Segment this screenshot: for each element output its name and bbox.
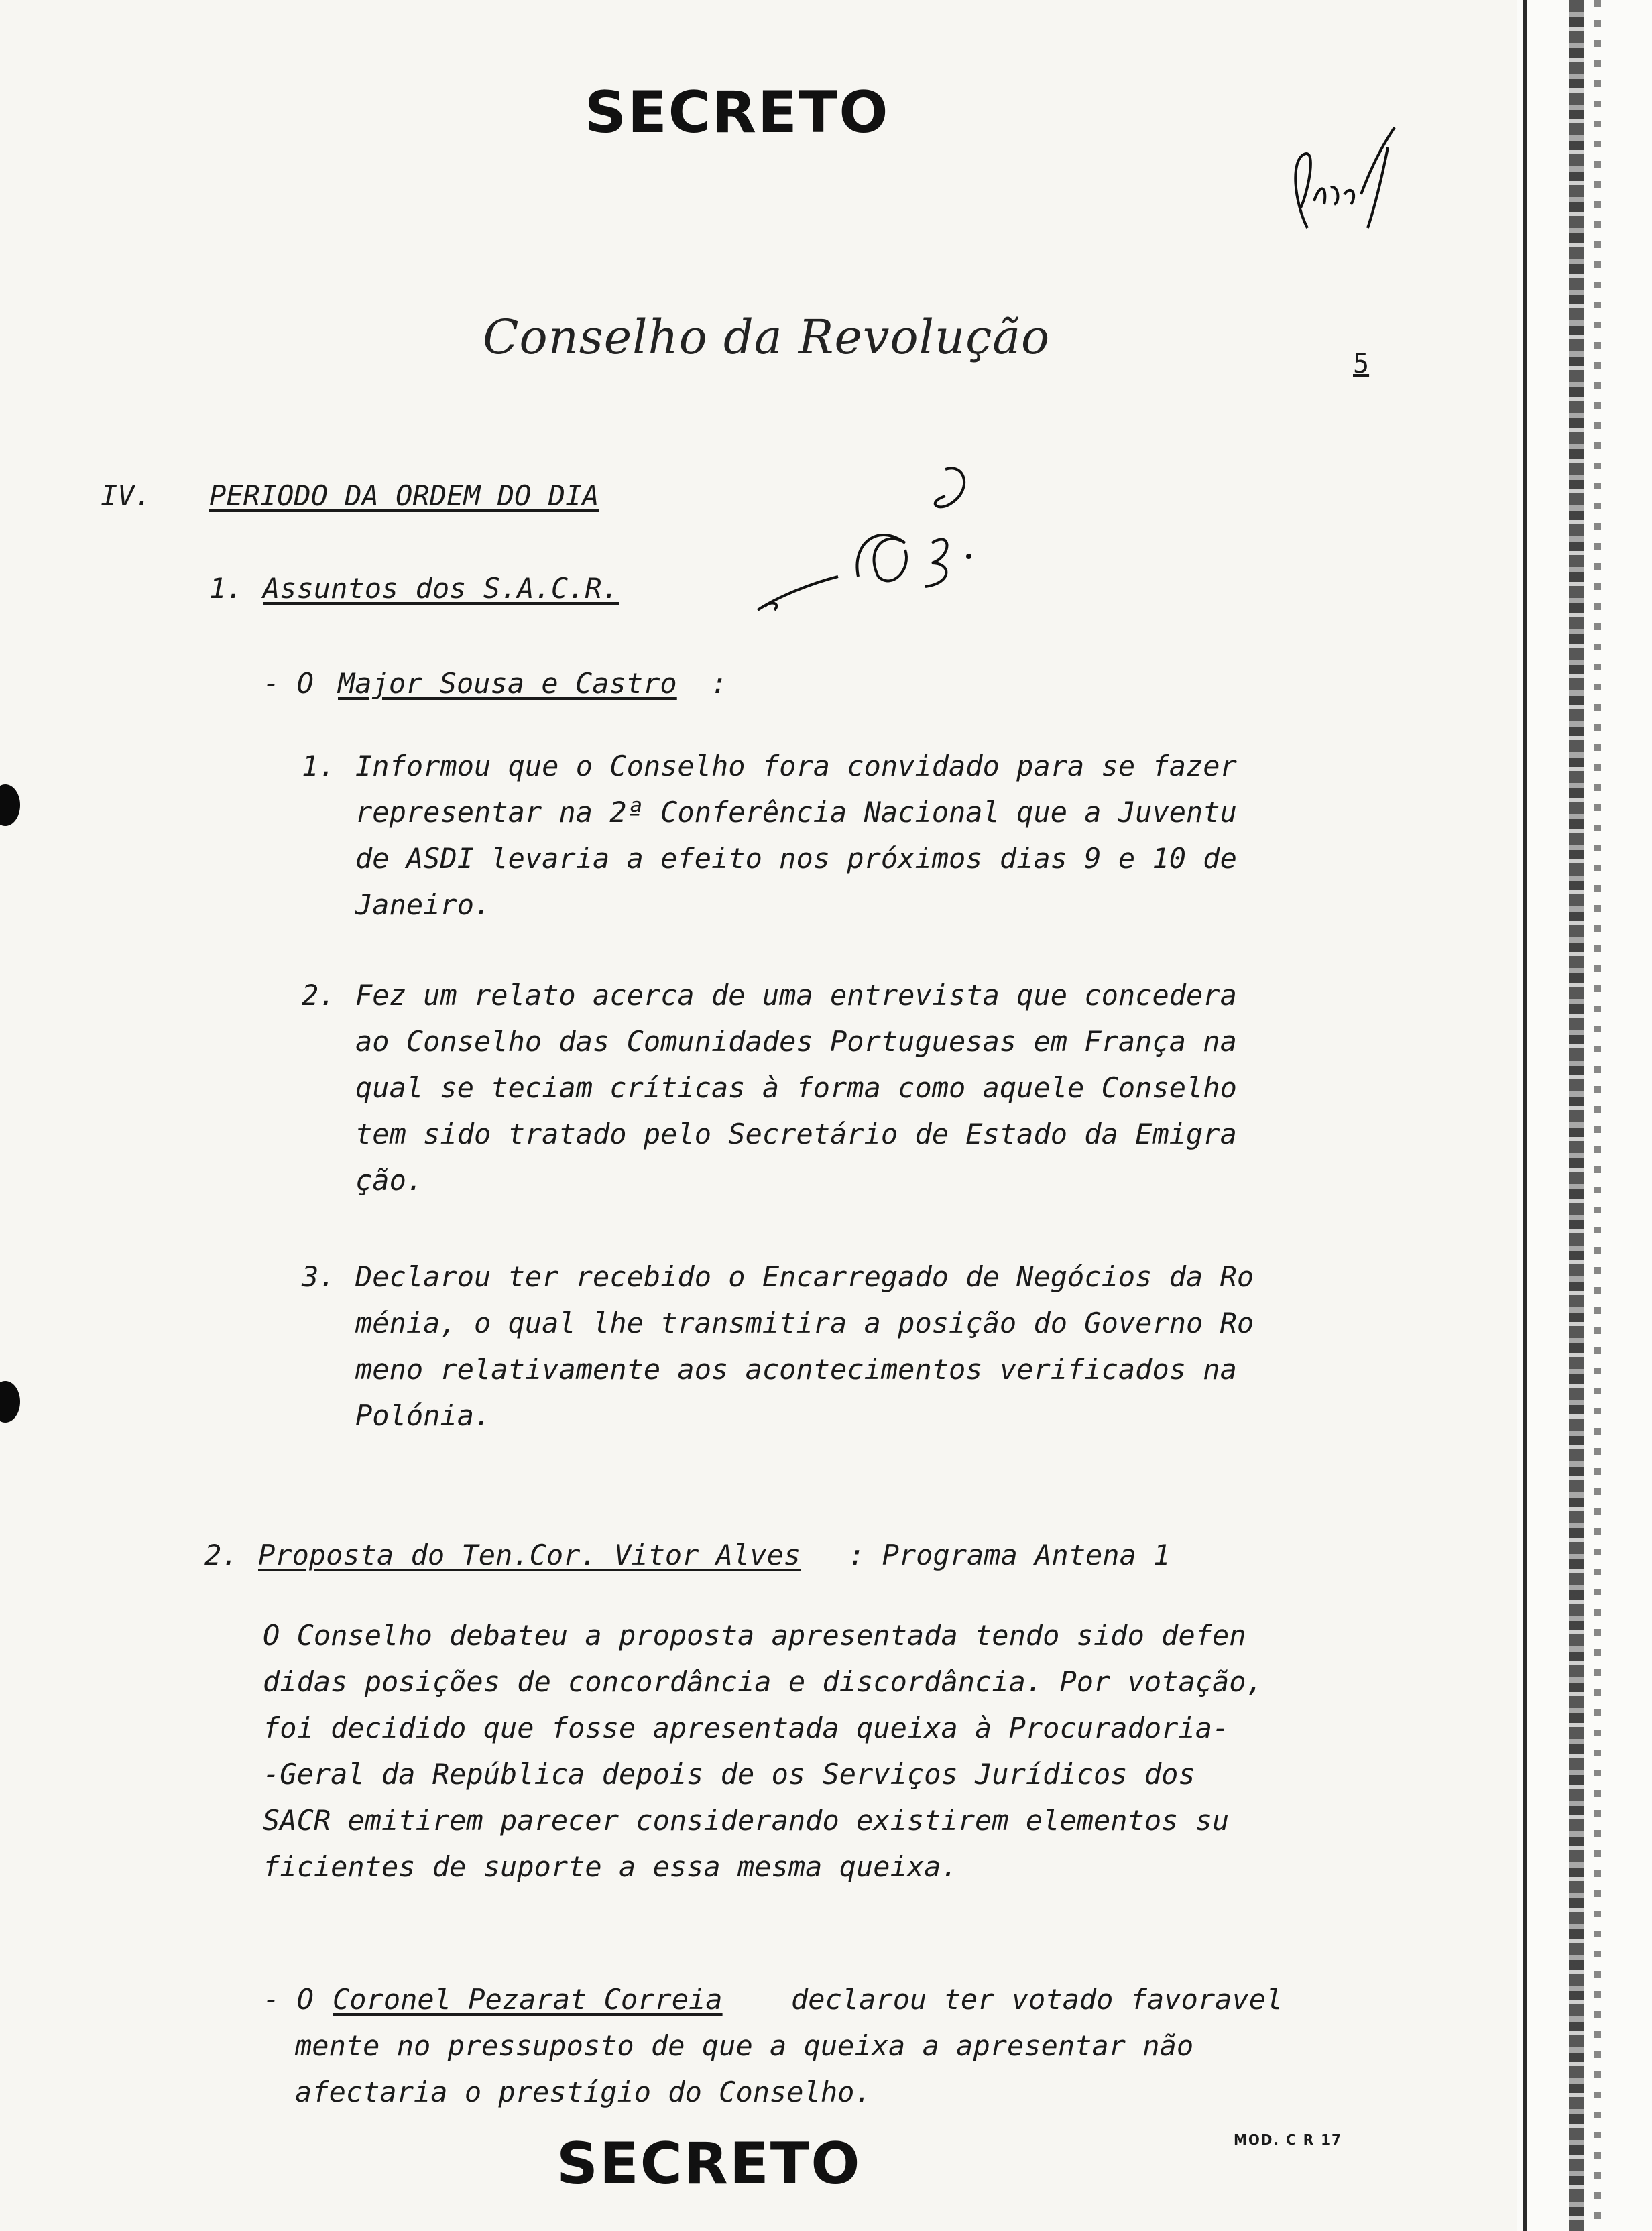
point-line: ao Conselho das Comunidades Portuguesas em França na [355,1025,1237,1058]
punch-hole-upper [0,784,20,826]
item2-number: 2. [204,1539,239,1571]
point-line: de ASDI levaria a efeito nos próximos dias 9 e 10 de [355,842,1237,875]
section-number: IV. [101,479,152,512]
item1-number: 1. [209,572,243,605]
point-line: representar na 2ª Conferência Nacional que a Juventu [355,796,1237,829]
item2-paragraph-line: didas posições de concordância e discordância. Por votação, [263,1665,1263,1698]
point-line: tem sido tratado pelo Secretário de Estado da Emigra [355,1118,1237,1150]
item2-speaker: Coronel Pezarat Correia [333,1983,723,2016]
point-line: qual se teciam críticas à forma como aquele Conselho [355,1071,1237,1104]
point-number: 3. [302,1260,336,1293]
classification-stamp-top: SECRETO [585,79,890,146]
point-line: Polónia. [355,1399,491,1432]
page-fold-line [1523,0,1527,2231]
item2-speaker-line: afectaria o prestígio do Conselho. [295,2075,872,2108]
item2-paragraph-line: -Geral da República depois de os Serviços Jurídicos dos [263,1758,1195,1791]
punch-hole-lower [0,1381,20,1423]
item2-title-suffix: : Programa Antena 1 [848,1539,1171,1571]
section-title: PERIODO DA ORDEM DO DIA [209,479,599,512]
point-line: ção. [355,1164,424,1197]
point-line: Janeiro. [355,888,491,921]
item1-speaker-colon: : [711,667,728,700]
item1-speaker: Major Sousa e Castro [338,667,677,700]
handwritten-signature [751,463,992,617]
point-line: ménia, o qual lhe transmitira a posição do Governo Ro [355,1307,1254,1339]
item1-title: Assuntos dos S.A.C.R. [263,572,620,605]
point-number: 1. [302,749,336,782]
item2-speaker-line: mente no pressuposto de que a queixa a apresentar não [295,2029,1194,2062]
item2-paragraph-line: ficientes de suporte a essa mesma queixa. [263,1850,958,1883]
point-line: Fez um relato acerca de uma entrevista que concedera [355,979,1237,1012]
item2-paragraph-line: O Conselho debateu a proposta apresentada tendo sido defen [263,1619,1246,1652]
item1-speaker-dash: - O [263,667,314,700]
letterhead: Conselho da Revolução [483,310,1051,365]
binding-strip-inner [1594,0,1601,2231]
item2-paragraph-line: SACR emitirem parecer considerando existirem elementos su [263,1804,1230,1837]
page-number: 5 [1353,349,1370,379]
point-line: Informou que o Conselho fora convidado para se fazer [355,749,1237,782]
handwritten-initials-top [1287,121,1401,235]
form-code: MOD. C R 17 [1234,2132,1342,2148]
page-edge [1517,0,1652,2231]
binding-strip [1569,0,1584,2231]
point-number: 2. [302,979,336,1012]
item2-speaker-dash: - O [263,1983,314,2016]
point-line: Declarou ter recebido o Encarregado de Negócios da Ro [355,1260,1254,1293]
item2-paragraph-line: foi decidido que fosse apresentada queixa à Procuradoria- [263,1711,1230,1744]
item2-title: Proposta do Ten.Cor. Vitor Alves [258,1539,801,1571]
classification-stamp-bottom: SECRETO [556,2130,862,2197]
item2-speaker-line: declarou ter votado favoravel [791,1983,1283,2016]
point-line: meno relativamente aos acontecimentos verificados na [355,1353,1237,1386]
